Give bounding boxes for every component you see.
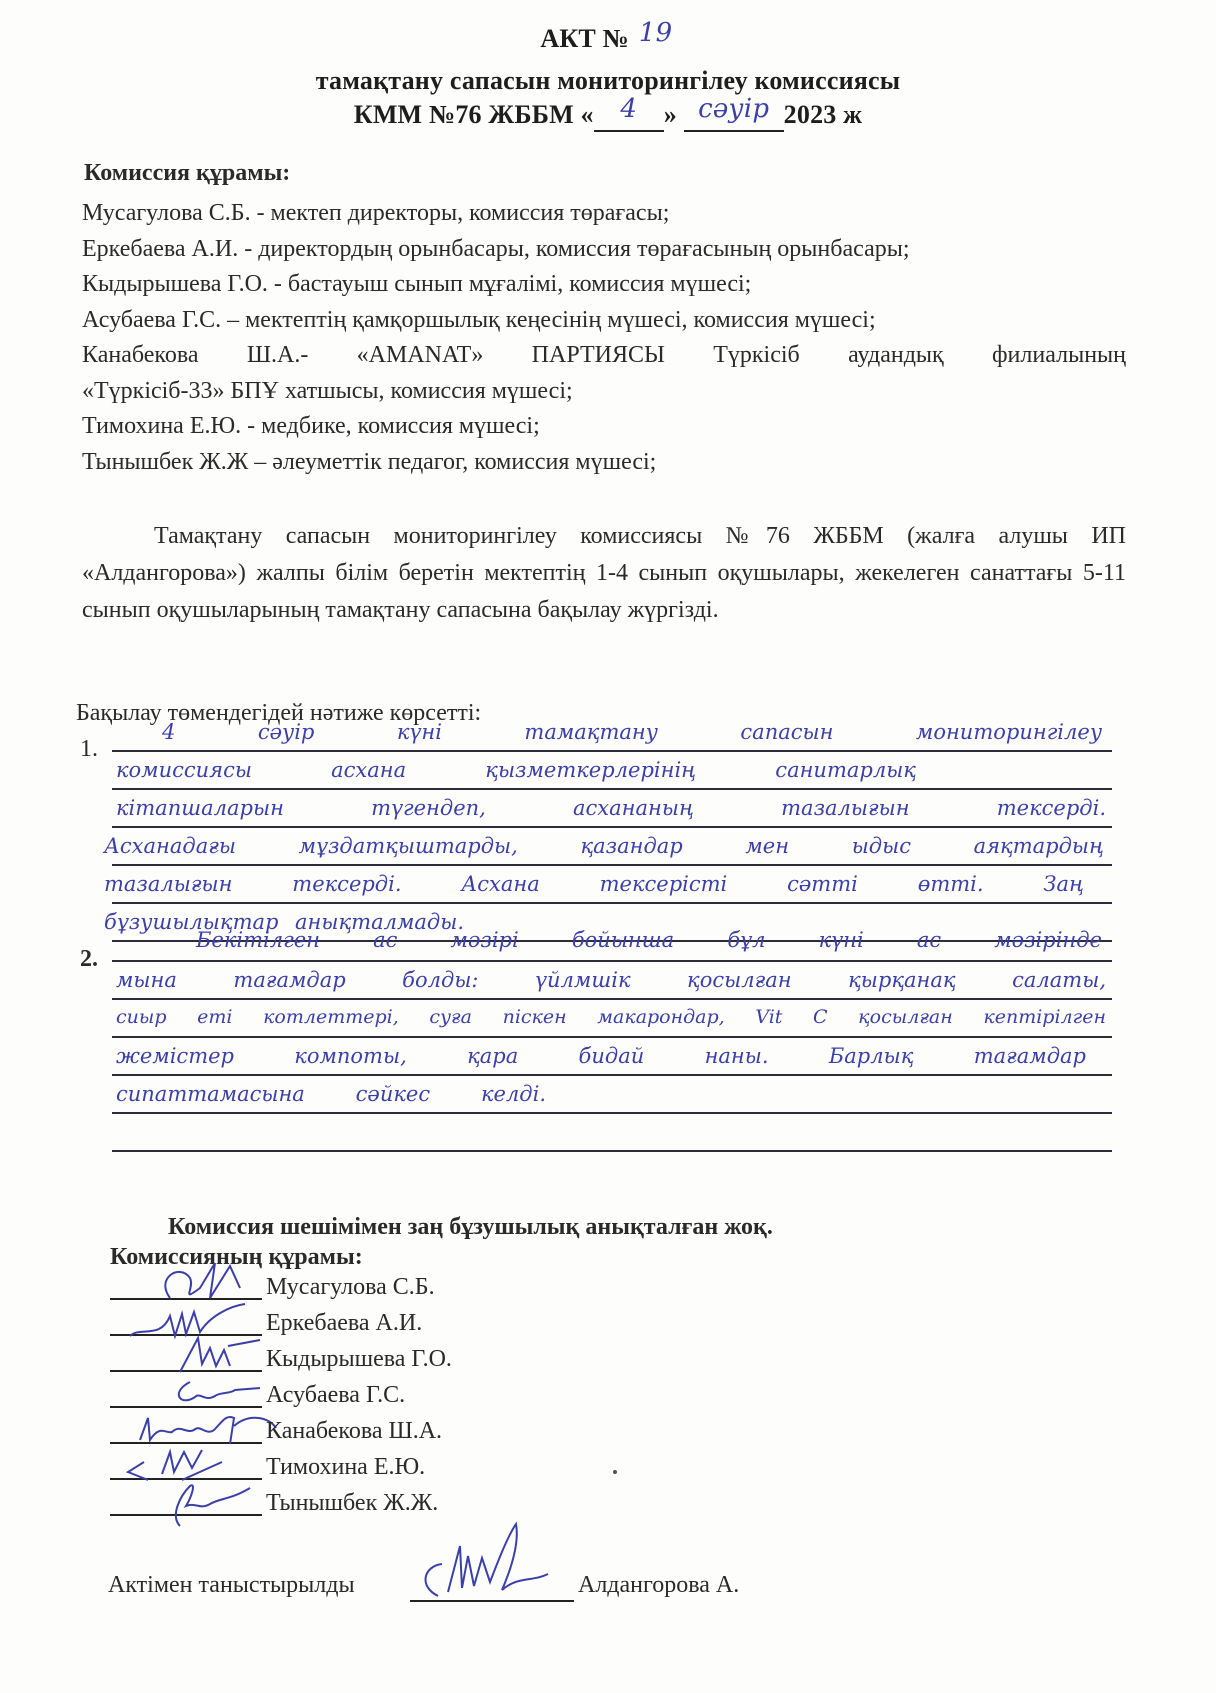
handwritten-line: комиссиясы асхана қызметкерлерінің санитарлық xyxy=(116,758,916,782)
ruled-line xyxy=(112,1036,1112,1038)
handwritten-line: Бекітілген ас мәзірі бойынша бұл күні ас мәзірінде xyxy=(196,928,1102,952)
acknowledgement-name: Алдангорова А. xyxy=(578,1572,740,1598)
ruled-line xyxy=(112,1150,1112,1152)
signatory-name: Канабекова Ш.А. xyxy=(266,1418,443,1444)
signatory-name: Тимохина Е.Ю. xyxy=(266,1454,426,1480)
member-line: Мусагулова С.Б. - мектеп директоры, комиссия төрағасы; xyxy=(82,200,670,226)
signature-icon xyxy=(140,1476,260,1532)
handwritten-line: сиыр еті котлеттері, суға піскен макарондар, Vit C қосылған кептірілген xyxy=(116,1006,1106,1028)
ruled-line xyxy=(112,1112,1112,1114)
signature-icon xyxy=(408,1516,558,1606)
ruled-line xyxy=(112,1074,1112,1076)
act-title xyxy=(0,18,1216,54)
handwritten-line: сипаттамасына сәйкес келді. xyxy=(116,1082,546,1106)
decision-statement: Комиссия шешімімен заң бұзушылық анықталған жоқ. xyxy=(168,1214,773,1240)
ruled-line xyxy=(112,960,1112,962)
handwritten-line: мына тағамдар болды: үйлмшік қосылған қырқанақ салаты, xyxy=(116,968,1106,992)
handwritten-line: тазалығын тексерді. Асхана тексерісті сәтті өтті. Заң xyxy=(104,872,1084,896)
member-line: Тимохина Е.Ю. - медбике, комиссия мүшесі; xyxy=(82,413,540,439)
signatures-title: Комиссияның құрамы: xyxy=(110,1244,363,1270)
member-line: Кыдырышева Г.О. - бастауыш сынып мұғалімі, комиссия мүшесі; xyxy=(82,271,752,297)
handwritten-line: Асханадағы мұздатқыштарды, қазандар мен ыдыс аяқтардың xyxy=(104,834,1104,858)
member-line: Асубаева Г.С. – мектептің қамқоршылық кеңесінің мүшесі, комиссия мүшесі; xyxy=(82,306,876,333)
handwritten-line: кітапшаларын түгендеп, асхананың тазалығын тексерді. xyxy=(116,796,1106,820)
act-number-field xyxy=(636,18,676,54)
ruled-line xyxy=(112,826,1112,828)
ruled-line xyxy=(112,864,1112,866)
month-field xyxy=(684,94,784,132)
act-label: АКТ № xyxy=(540,24,629,53)
act-org-date xyxy=(0,94,1216,132)
handwritten-line: 4 сәуір күні тамақтану сапасын мониторингілеу xyxy=(162,720,1102,744)
day-value: 4 xyxy=(620,94,638,124)
acknowledgement-row xyxy=(108,1572,908,1612)
handwritten-line: жемістер компоты, қара бидай наны. Барлық тағамдар xyxy=(116,1044,1086,1068)
member-line: Еркебаева А.И. - директордың орынбасары, комиссия төрағасының орынбасары; xyxy=(82,235,910,262)
results-title: Бақылау төмендегідей нәтиже көрсетті: xyxy=(76,700,482,726)
signatory-name: Тынышбек Ж.Ж. xyxy=(266,1490,439,1516)
result-number: 1. xyxy=(80,736,98,762)
act-number: 19 xyxy=(638,18,673,48)
signatory-name: Кыдырышева Г.О. xyxy=(266,1346,452,1372)
org-mid: » xyxy=(663,100,677,129)
result-number: 2. xyxy=(80,946,98,972)
intro-text: Тамақтану сапасын мониторингілеу комиссиясы №76 ЖББМ (жалға алушы ИП «Алдангорова») жалпы білім беретін мектептің 1-4 сынып оқушылары, жекелеген санаттағы 5-11 сынып оқушыларының тамақтану сапасына бақылау жүргізді. xyxy=(82,523,1126,623)
act-subtitle: тамақтану сапасын мониторингілеу комиссиясы xyxy=(315,66,901,95)
members-list xyxy=(82,196,1126,480)
intro-paragraph xyxy=(82,518,1126,629)
member-line: Тынышбек Ж.Ж – әлеуметтік педагог, комиссия мүшесі; xyxy=(82,448,657,475)
ruled-line xyxy=(112,902,1112,904)
day-field xyxy=(594,94,664,132)
org-prefix: КММ №76 ЖББМ « xyxy=(353,100,594,129)
ruled-line xyxy=(112,788,1112,790)
signatory-name: Еркебаева А.И. xyxy=(266,1310,423,1336)
member-line: Канабекова Ш.А.- «AMANAT» ПАРТИЯСЫ Түркісіб аудандық филиалының xyxy=(82,342,1126,368)
acknowledgement-label: Актімен таныстырылды xyxy=(108,1572,355,1598)
composition-title: Комиссия құрамы: xyxy=(84,160,291,186)
member-line: «Түркісіб-33» БПҰ хатшысы, комиссия мүшесі; xyxy=(82,377,573,404)
month-value: сәуір xyxy=(698,94,770,124)
year-suffix: 2023 ж xyxy=(783,100,863,129)
handwritten-line: бұзушылықтар анықталмады. xyxy=(104,910,464,934)
signatory-name: Асубаева Г.С. xyxy=(266,1382,406,1408)
scan-speck xyxy=(613,1470,617,1474)
ruled-line xyxy=(112,998,1112,1000)
signatory-name: Мусагулова С.Б. xyxy=(266,1274,435,1300)
ruled-line xyxy=(112,750,1112,752)
